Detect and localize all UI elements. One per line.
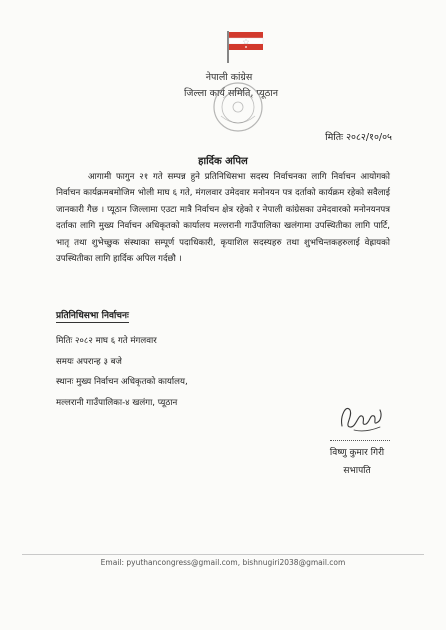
footer-divider — [22, 554, 424, 555]
letter-date: मितिः २०८२/१०/०५ — [325, 132, 392, 143]
signer-title: सभापति — [343, 466, 371, 476]
committee-name: जिल्ला कार्य समिति, प्यूठान — [183, 88, 279, 99]
nepali-congress-flag-icon — [226, 30, 264, 64]
signature-line — [330, 440, 390, 441]
signer-name: विष्णु कुमार गिरी — [329, 448, 385, 458]
office-seal-icon — [209, 78, 267, 136]
org-name: नेपाली कांग्रेस — [205, 72, 253, 83]
detail-venue: स्थानः मुख्य निर्वाचन अधिकृतको कार्यालय, — [56, 377, 188, 387]
letter-subject: हार्दिक अपिल — [198, 156, 248, 167]
body-paragraph: आगामी फागुन २१ गते सम्पन्न हुने प्रतिनिधिसभा सदस्य निर्वाचनका लागि निर्वाचन आयोगको निर्वाचन कार्यक्रमबमोजिम भोली माघ ६ गते, मंगलवार उमेदवार मनोनयन पत्र दर्ताको कार्यक्रम रहेको सवैलाई जानकारी गैछ । प्यूठान जिल्लामा एउटा मात्रै निर्वाचन क्षेत्र रहेको र नेपाली कांग्रेसका उमेदवारको मनोनयनपत्र दर्ताका लागि मुख्य निर्वाचन अधिकृतको कार्यालय मल्लरानी गाउँपालिका खलंगामा उपस्थितीका लागि पार्टि, भातृ तथा शुभेच्छुक संस्थाका सम्पूर्ण पदाधिकारी, कृयाशिल सदस्यहरु तथा शुभचिन्तकहरुलाई वेह्रायको उपस्थितीका लागि हार्दिक अपिल गर्दछौ । — [56, 172, 390, 265]
detail-venue-address: मल्लरानी गाउँपालिका-४ खलंगा, प्यूठान — [56, 397, 178, 408]
section-heading: प्रतिनिधिसभा निर्वाचनः — [56, 308, 129, 323]
footer-emails: Email: pyuthancongress@gmail.com, bishnugiri2038@gmail.com — [100, 558, 346, 567]
detail-date: मितिः २०८२ माघ ६ गते मंगलवार — [56, 336, 157, 346]
signer-block — [316, 444, 398, 480]
handwritten-signature-icon — [336, 396, 386, 436]
letter-body — [56, 169, 390, 267]
detail-time: समयः अपरान्ह ३ बजे — [56, 356, 122, 367]
